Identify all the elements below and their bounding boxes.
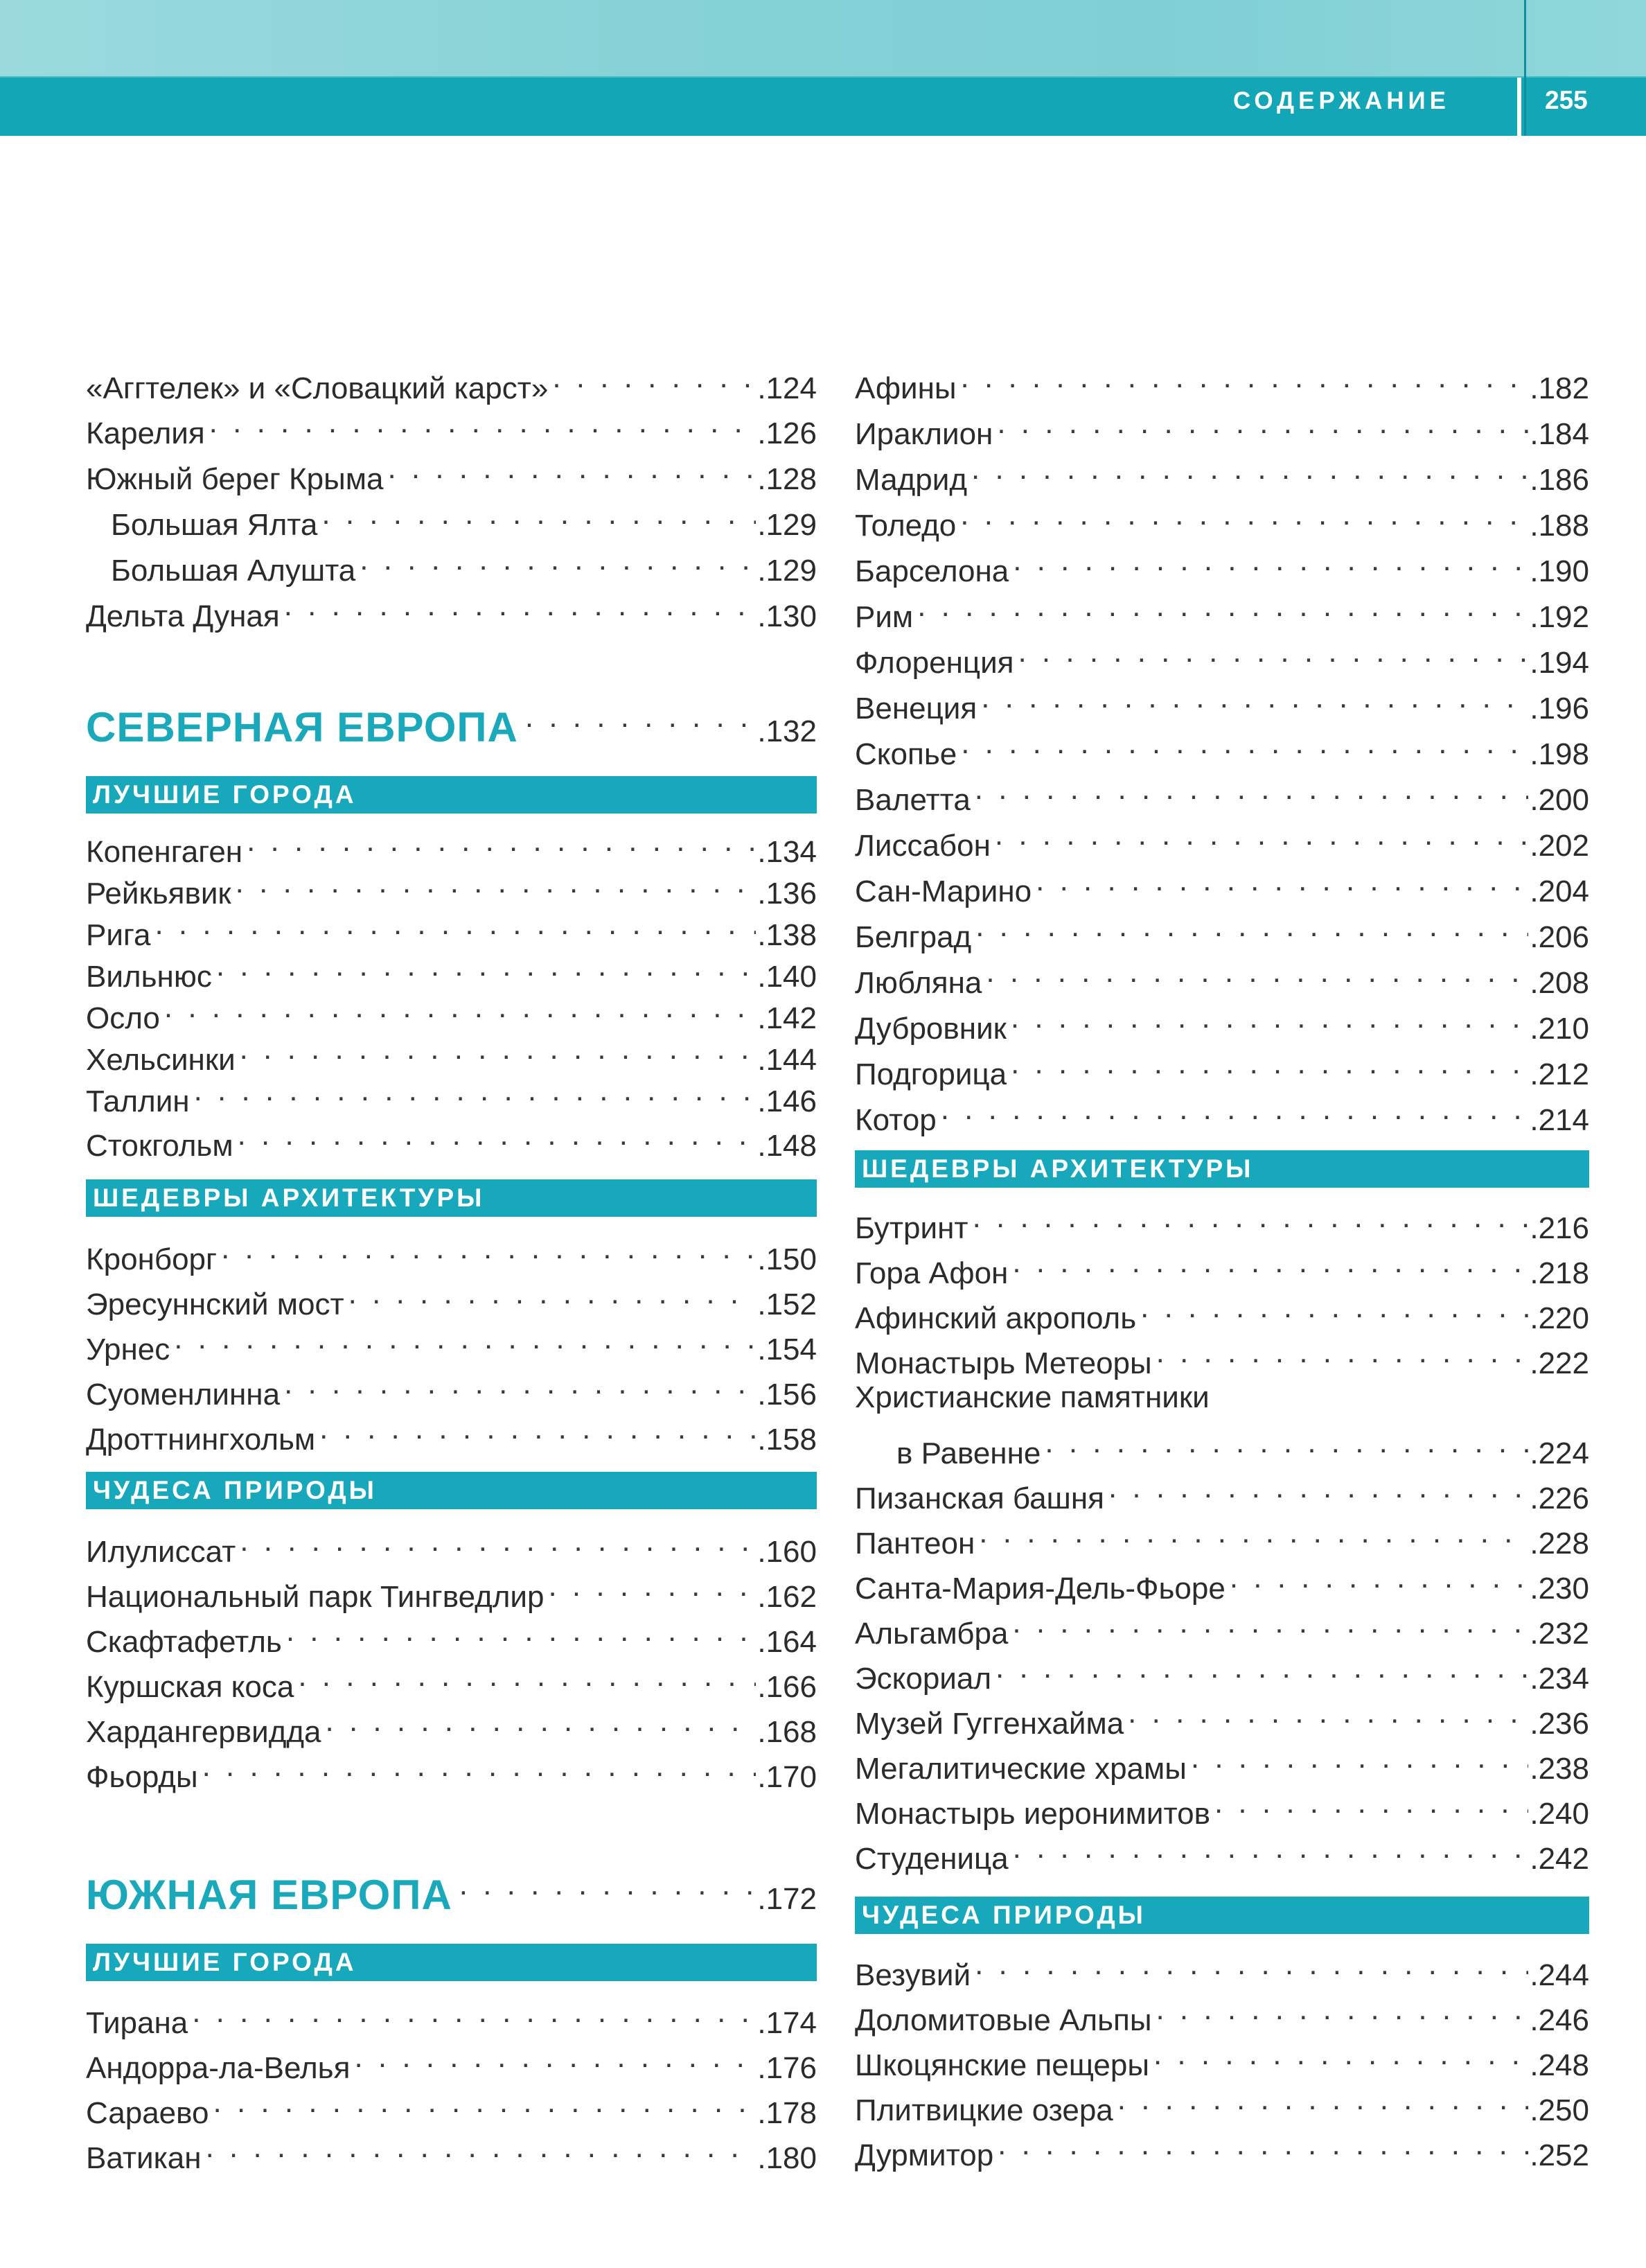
- toc-entry-page: .162: [757, 1580, 817, 1614]
- toc-entry-page: .180: [757, 2141, 817, 2175]
- toc-entry[interactable]: [855, 1197, 1589, 1245]
- toc-entry[interactable]: [86, 987, 817, 1035]
- toc-entry-page: .128: [757, 462, 817, 496]
- toc-entry[interactable]: [855, 540, 1589, 588]
- toc-entry-label: Копенгаген: [86, 835, 243, 869]
- toc-entry-label: Южный берег Крыма: [86, 462, 384, 496]
- toc-entry-label: Тирана: [86, 2006, 188, 2040]
- toc-entry-page: .222: [1530, 1346, 1589, 1380]
- toc-entry[interactable]: [855, 768, 1589, 817]
- dot-leader: [354, 2037, 756, 2078]
- toc-entry[interactable]: [855, 1332, 1589, 1380]
- toc-entry[interactable]: [855, 1944, 1589, 1992]
- toc-entry[interactable]: [855, 1043, 1589, 1091]
- toc-entry[interactable]: [855, 1737, 1589, 1786]
- toc-entry-page: .129: [757, 554, 817, 588]
- dot-leader: [206, 2127, 756, 2168]
- region-heading-north[interactable]: [86, 700, 817, 755]
- toc-entry-page: .192: [1530, 600, 1589, 634]
- dot-leader: [284, 1363, 756, 1405]
- toc-entry-page: .136: [757, 877, 817, 911]
- header-divider-line: [1524, 0, 1526, 136]
- toc-entry[interactable]: [86, 1228, 817, 1276]
- toc-entry-label: Пантеон: [855, 1527, 975, 1561]
- toc-entry[interactable]: [855, 2034, 1589, 2082]
- toc-entry-label: Хардангервидда: [86, 1715, 321, 1749]
- toc-entry[interactable]: [855, 1782, 1589, 1831]
- dot-leader: [1230, 1557, 1529, 1599]
- dot-leader: [360, 539, 756, 581]
- header-divider: [1517, 78, 1521, 136]
- dot-leader: [174, 1318, 756, 1360]
- toc-entry-label: Ираклион: [855, 417, 993, 451]
- toc-entry-label: Шкоцянские пещеры: [855, 2048, 1149, 2082]
- toc-entry-page: .152: [757, 1287, 817, 1321]
- header-light-area: [0, 0, 1646, 76]
- toc-entry[interactable]: [86, 1520, 817, 1569]
- toc-entry-label: Эскориал: [855, 1662, 992, 1696]
- dot-leader: [209, 402, 756, 443]
- toc-entry-page: .164: [757, 1625, 817, 1659]
- dot-leader: [298, 1655, 756, 1697]
- toc-entry-page: .178: [757, 2096, 817, 2130]
- toc-entry-label: Венеция: [855, 692, 977, 726]
- region-heading-south[interactable]: [86, 1867, 817, 1923]
- toc-entry-page: .124: [757, 371, 817, 405]
- toc-entry-label: Рим: [855, 600, 914, 634]
- region-title: ЮЖНАЯ ЕВРОПА: [86, 1872, 452, 1918]
- toc-entry-page: .130: [757, 599, 817, 633]
- toc-entry-label: Везувий: [855, 1958, 971, 1992]
- toc-entry-label: Барселона: [855, 554, 1009, 588]
- toc-entry-page: .200: [1530, 783, 1589, 817]
- toc-subentry[interactable]: [86, 539, 817, 588]
- toc-entry-page: .126: [757, 416, 817, 450]
- dot-leader: [1191, 1737, 1528, 1779]
- toc-entry[interactable]: [86, 945, 817, 994]
- toc-entry-page: .202: [1530, 829, 1589, 863]
- toc-entry-label: Хельсинки: [86, 1043, 236, 1077]
- toc-entry-page: .194: [1530, 646, 1589, 680]
- toc-entry-label: Большая Ялта: [111, 508, 318, 542]
- toc-entry[interactable]: [86, 862, 817, 911]
- toc-entry-page: .230: [1530, 1572, 1589, 1606]
- dot-leader: [1013, 540, 1528, 581]
- toc-entry-page: .244: [1530, 1958, 1589, 1992]
- dot-leader: [1018, 631, 1528, 673]
- toc-entry-label: Дельта Дуная: [86, 599, 280, 633]
- toc-entry-page: .238: [1530, 1752, 1589, 1786]
- toc-entry-label: Монастырь Метеоры: [855, 1346, 1152, 1380]
- toc-entry[interactable]: [855, 357, 1589, 405]
- dot-leader: [348, 1273, 756, 1315]
- toc-entry-label: Альгамбра: [855, 1617, 1009, 1651]
- toc-entry[interactable]: [855, 677, 1589, 726]
- dot-leader: [1153, 2034, 1528, 2075]
- toc-entry-page: .154: [757, 1333, 817, 1366]
- toc-entry[interactable]: [855, 586, 1589, 634]
- toc-entry-page: .140: [757, 960, 817, 994]
- toc-entry-page: .158: [757, 1423, 817, 1457]
- toc-entry[interactable]: [855, 448, 1589, 497]
- toc-entry[interactable]: [86, 2082, 817, 2130]
- toc-subentry[interactable]: [86, 493, 817, 542]
- toc-entry[interactable]: [855, 494, 1589, 543]
- dot-leader: [1140, 1287, 1528, 1328]
- dot-leader: [548, 1565, 756, 1607]
- toc-entry-page: .212: [1530, 1057, 1589, 1091]
- toc-entry-label: Санта-Мария-Дель-Фьоре: [855, 1572, 1225, 1606]
- dot-leader: [326, 1700, 756, 1742]
- toc-entry-page: .188: [1530, 509, 1589, 543]
- dot-leader: [998, 2124, 1528, 2165]
- toc-entry-label: Осло: [86, 1001, 160, 1035]
- toc-entry[interactable]: [86, 1028, 817, 1077]
- toc-entry-page: .224: [1530, 1436, 1589, 1470]
- toc-entry-page: .170: [757, 1760, 817, 1794]
- toc-entry[interactable]: [855, 951, 1589, 1000]
- toc-entry-page: .250: [1530, 2093, 1589, 2127]
- toc-entry-label: Мегалитические храмы: [855, 1752, 1187, 1786]
- dot-leader: [387, 448, 756, 489]
- dot-leader: [995, 1647, 1528, 1689]
- toc-entry-label: Вильнюс: [86, 960, 212, 994]
- toc-entry-page: .206: [1530, 920, 1589, 954]
- toc-entry[interactable]: [86, 820, 817, 869]
- toc-entry-page: .174: [757, 2006, 817, 2040]
- toc-entry-page: .198: [1530, 737, 1589, 771]
- dot-leader: [979, 1512, 1528, 1554]
- toc-entry-page: .196: [1530, 692, 1589, 726]
- toc-entry[interactable]: [855, 1089, 1589, 1137]
- toc-entry-label: Национальный парк Тингведлир: [86, 1580, 545, 1614]
- toc-entry-label: Сараево: [86, 2096, 209, 2130]
- toc-entry-label: Флоренция: [855, 646, 1014, 680]
- dot-leader: [321, 493, 756, 535]
- toc-entry-page: .160: [757, 1535, 817, 1569]
- toc-entry-page: .166: [757, 1670, 817, 1704]
- toc-entry-label: Дроттнингхольм: [86, 1423, 316, 1457]
- toc-entry-page: .184: [1530, 417, 1589, 451]
- toc-entry[interactable]: [855, 997, 1589, 1046]
- toc-entry-page: .242: [1530, 1842, 1589, 1876]
- category-band-architecture: ШЕДЕВРЫ АРХИТЕКТУРЫ: [86, 1179, 817, 1217]
- dot-leader: [1011, 997, 1528, 1039]
- dot-leader: [986, 951, 1528, 993]
- toc-entry-label: Музей Гуггенхайма: [855, 1707, 1124, 1741]
- toc-entry[interactable]: [86, 585, 817, 633]
- toc-entry-label: Афинский акрополь: [855, 1301, 1137, 1335]
- toc-entry-label: Фьорды: [86, 1760, 198, 1794]
- toc-entry-page: .186: [1530, 463, 1589, 497]
- toc-entry-page: .220: [1530, 1301, 1589, 1335]
- category-band-nature: ЧУДЕСА ПРИРОДЫ: [855, 1897, 1589, 1934]
- toc-entry-page: .204: [1530, 874, 1589, 908]
- toc-entry-label: Рига: [86, 918, 151, 952]
- dot-leader: [552, 357, 756, 398]
- toc-entry-page: .210: [1530, 1012, 1589, 1046]
- toc-entry-label: Бутринт: [855, 1211, 968, 1245]
- toc-entry-page: .182: [1530, 371, 1589, 405]
- dot-leader: [194, 1070, 756, 1111]
- toc-entry-label: Дурмитор: [855, 2138, 994, 2172]
- toc-entry[interactable]: [86, 1363, 817, 1412]
- toc-entry-multiline[interactable]: [855, 1377, 1589, 1418]
- dot-leader: [971, 448, 1528, 490]
- toc-entry-page: .216: [1530, 1211, 1589, 1245]
- toc-entry[interactable]: [86, 2037, 817, 2085]
- dot-leader: [192, 1992, 756, 2033]
- toc-entry-label: Скопье: [855, 737, 957, 771]
- toc-entry-label: Толедо: [855, 509, 957, 543]
- toc-entry[interactable]: [855, 1467, 1589, 1515]
- toc-entry-label: Плитвицкие озера: [855, 2093, 1113, 2127]
- toc-entry-page: .129: [757, 508, 817, 542]
- dot-leader: [284, 585, 756, 626]
- dot-leader: [961, 723, 1528, 764]
- dot-leader: [202, 1746, 756, 1787]
- toc-entry-page: .144: [757, 1043, 817, 1077]
- toc-entry[interactable]: [855, 1512, 1589, 1561]
- dot-leader: [164, 987, 756, 1028]
- dot-leader: [1013, 1827, 1529, 1869]
- toc-entry-page: .134: [757, 835, 817, 869]
- toc-entry-label: Эресуннский мост: [86, 1287, 344, 1321]
- toc-entry-page: .226: [1530, 1482, 1589, 1515]
- toc-entry-label: Дубровник: [855, 1012, 1007, 1046]
- toc-entry-label: Ватикан: [86, 2141, 202, 2175]
- toc-entry[interactable]: [855, 2079, 1589, 2127]
- toc-entry[interactable]: [86, 357, 817, 405]
- toc-entry-label: Сан-Марино: [855, 874, 1032, 908]
- region-page: .172: [757, 1882, 817, 1916]
- region-title: СЕВЕРНАЯ ЕВРОПА: [86, 704, 518, 750]
- toc-entry[interactable]: [86, 1565, 817, 1614]
- dot-leader: [981, 677, 1528, 719]
- toc-entry[interactable]: [855, 1989, 1589, 2037]
- dot-leader: [973, 1197, 1529, 1238]
- toc-entry[interactable]: [855, 1242, 1589, 1290]
- dot-leader: [459, 1867, 755, 1909]
- toc-entry-page: .240: [1530, 1797, 1589, 1831]
- dot-leader: [941, 1089, 1529, 1130]
- dot-leader: [216, 945, 756, 987]
- toc-entry[interactable]: [86, 402, 817, 450]
- category-band-cities: ЛУЧШИЕ ГОРОДА: [86, 776, 817, 814]
- toc-entry-page: .156: [757, 1378, 817, 1412]
- dot-leader: [1036, 860, 1528, 902]
- toc-entry-page: .236: [1530, 1707, 1589, 1741]
- toc-entry-label: Котор: [855, 1103, 937, 1137]
- toc-entry[interactable]: [855, 1287, 1589, 1335]
- dot-leader: [247, 820, 756, 862]
- toc-entry[interactable]: [86, 1070, 817, 1118]
- dot-leader: [240, 1028, 756, 1070]
- section-title: СОДЕРЖАНИЕ: [1233, 87, 1451, 114]
- toc-entry-label: Студеница: [855, 1842, 1009, 1876]
- toc-entry-label: Мадрид: [855, 463, 968, 497]
- dot-leader: [1156, 1989, 1528, 2030]
- dot-leader: [221, 1228, 756, 1269]
- toc-entry[interactable]: [86, 1408, 817, 1457]
- toc-entry[interactable]: [855, 403, 1589, 451]
- toc-entry[interactable]: [855, 1647, 1589, 1696]
- toc-entry-label: Куршская коса: [86, 1670, 294, 1704]
- toc-entry-label: Таллин: [86, 1084, 190, 1118]
- toc-entry-page: .142: [757, 1001, 817, 1035]
- category-band-cities: ЛУЧШИЕ ГОРОДА: [86, 1944, 817, 1981]
- dot-leader: [240, 1520, 756, 1562]
- toc-entry-page: .248: [1530, 2048, 1589, 2082]
- dot-leader: [1156, 1332, 1529, 1373]
- dot-leader: [213, 2082, 756, 2123]
- toc-entry-page: .208: [1530, 966, 1589, 1000]
- toc-entry-label: Стокгольм: [86, 1129, 233, 1163]
- dot-leader: [1012, 1242, 1528, 1283]
- toc-entry-page: .168: [757, 1715, 817, 1749]
- toc-entry-label: Белград: [855, 920, 972, 954]
- toc-entry-label: Илулиссат: [86, 1535, 236, 1569]
- toc-entry-label: «Аггтелек» и «Словацкий карст»: [86, 371, 549, 405]
- dot-leader: [286, 1610, 756, 1652]
- toc-entry[interactable]: [86, 904, 817, 952]
- toc-entry-page: .138: [757, 918, 817, 952]
- toc-entry-label: Андорра-ла-Велья: [86, 2051, 351, 2085]
- toc-entry-label: Скафтафетль: [86, 1625, 282, 1659]
- category-band-nature: ЧУДЕСА ПРИРОДЫ: [86, 1472, 817, 1509]
- toc-entry[interactable]: [855, 2124, 1589, 2172]
- dot-leader: [975, 906, 1528, 947]
- toc-entry[interactable]: [86, 1746, 817, 1794]
- toc-entry-label: Пизанская башня: [855, 1482, 1104, 1515]
- dot-leader: [975, 1944, 1528, 1985]
- toc-entry-label: Рейкьявик: [86, 877, 231, 911]
- toc-entry-page: .218: [1530, 1256, 1589, 1290]
- toc-entry[interactable]: [86, 1114, 817, 1163]
- toc-entry-page: .232: [1530, 1617, 1589, 1651]
- dot-leader: [1011, 1043, 1528, 1084]
- toc-entry[interactable]: [855, 906, 1589, 954]
- toc-entry-page: .190: [1530, 554, 1589, 588]
- dot-leader: [917, 586, 1528, 627]
- page-number: 255: [1545, 86, 1588, 114]
- toc-entry-label: Карелия: [86, 416, 205, 450]
- dot-leader: [1128, 1692, 1528, 1734]
- dot-leader: [1117, 2079, 1529, 2120]
- dot-leader: [236, 862, 756, 904]
- toc-entry[interactable]: [86, 1655, 817, 1704]
- toc-entry-label: Монастырь иеронимитов: [855, 1797, 1210, 1831]
- toc-entry[interactable]: [86, 1318, 817, 1366]
- dot-leader: [238, 1114, 756, 1156]
- toc-entry[interactable]: [855, 860, 1589, 908]
- toc-entry-page: .150: [757, 1242, 817, 1276]
- toc-entry[interactable]: [86, 448, 817, 496]
- toc-entry-label: Валетта: [855, 783, 971, 817]
- toc-entry[interactable]: [86, 1273, 817, 1321]
- toc-entry-label: Афины: [855, 371, 957, 405]
- dot-leader: [1214, 1782, 1528, 1824]
- toc-entry-label: Урнес: [86, 1333, 170, 1366]
- toc-entry-page: .252: [1530, 2138, 1589, 2172]
- toc-entry-label: Гора Афон: [855, 1256, 1009, 1290]
- dot-leader: [995, 814, 1528, 856]
- dot-leader: [960, 494, 1528, 536]
- toc-entry-label: Большая Алушта: [111, 554, 356, 588]
- toc-entry-page: .234: [1530, 1662, 1589, 1696]
- dot-leader: [1045, 1422, 1528, 1463]
- dot-leader: [961, 357, 1529, 398]
- toc-entry[interactable]: [86, 1992, 817, 2040]
- toc-entry-page: .146: [757, 1084, 817, 1118]
- toc-entry[interactable]: [855, 723, 1589, 771]
- toc-entry[interactable]: [86, 1700, 817, 1749]
- toc-entry-page: .214: [1530, 1103, 1589, 1137]
- region-page: .132: [757, 714, 817, 748]
- dot-leader: [525, 700, 754, 741]
- toc-entry-label: Любляна: [855, 966, 982, 1000]
- dot-leader: [1108, 1467, 1528, 1509]
- dot-leader: [154, 904, 756, 945]
- toc-entry[interactable]: [86, 2127, 817, 2175]
- toc-entry[interactable]: [855, 1827, 1589, 1876]
- toc-entry-label: Христианские памятники: [855, 1380, 1210, 1414]
- toc-entry-label: Суоменлинна: [86, 1378, 281, 1412]
- toc-entry-label: Подгорица: [855, 1057, 1007, 1091]
- toc-entry[interactable]: [855, 814, 1589, 863]
- toc-entry-label: Лиссабон: [855, 829, 991, 863]
- toc-entry-label: Доломитовые Альпы: [855, 2003, 1152, 2037]
- toc-entry-label: Кронборг: [86, 1242, 218, 1276]
- dot-leader: [319, 1408, 756, 1450]
- toc-entry[interactable]: [86, 1610, 817, 1659]
- toc-entry-page: .176: [757, 2051, 817, 2085]
- dot-leader: [997, 403, 1528, 444]
- toc-entry-page: .148: [757, 1129, 817, 1163]
- toc-entry[interactable]: [855, 1692, 1589, 1741]
- toc-entry-label: в Равенне: [896, 1436, 1041, 1470]
- toc-entry-continuation[interactable]: [855, 1422, 1589, 1470]
- toc-entry-page: .228: [1530, 1527, 1589, 1561]
- category-band-architecture: ШЕДЕВРЫ АРХИТЕКТУРЫ: [855, 1150, 1589, 1188]
- toc-entry[interactable]: [855, 631, 1589, 680]
- dot-leader: [975, 768, 1529, 810]
- toc-entry[interactable]: [855, 1602, 1589, 1651]
- toc-entry-page: .246: [1530, 2003, 1589, 2037]
- dot-leader: [1012, 1602, 1528, 1644]
- toc-entry[interactable]: [855, 1557, 1589, 1606]
